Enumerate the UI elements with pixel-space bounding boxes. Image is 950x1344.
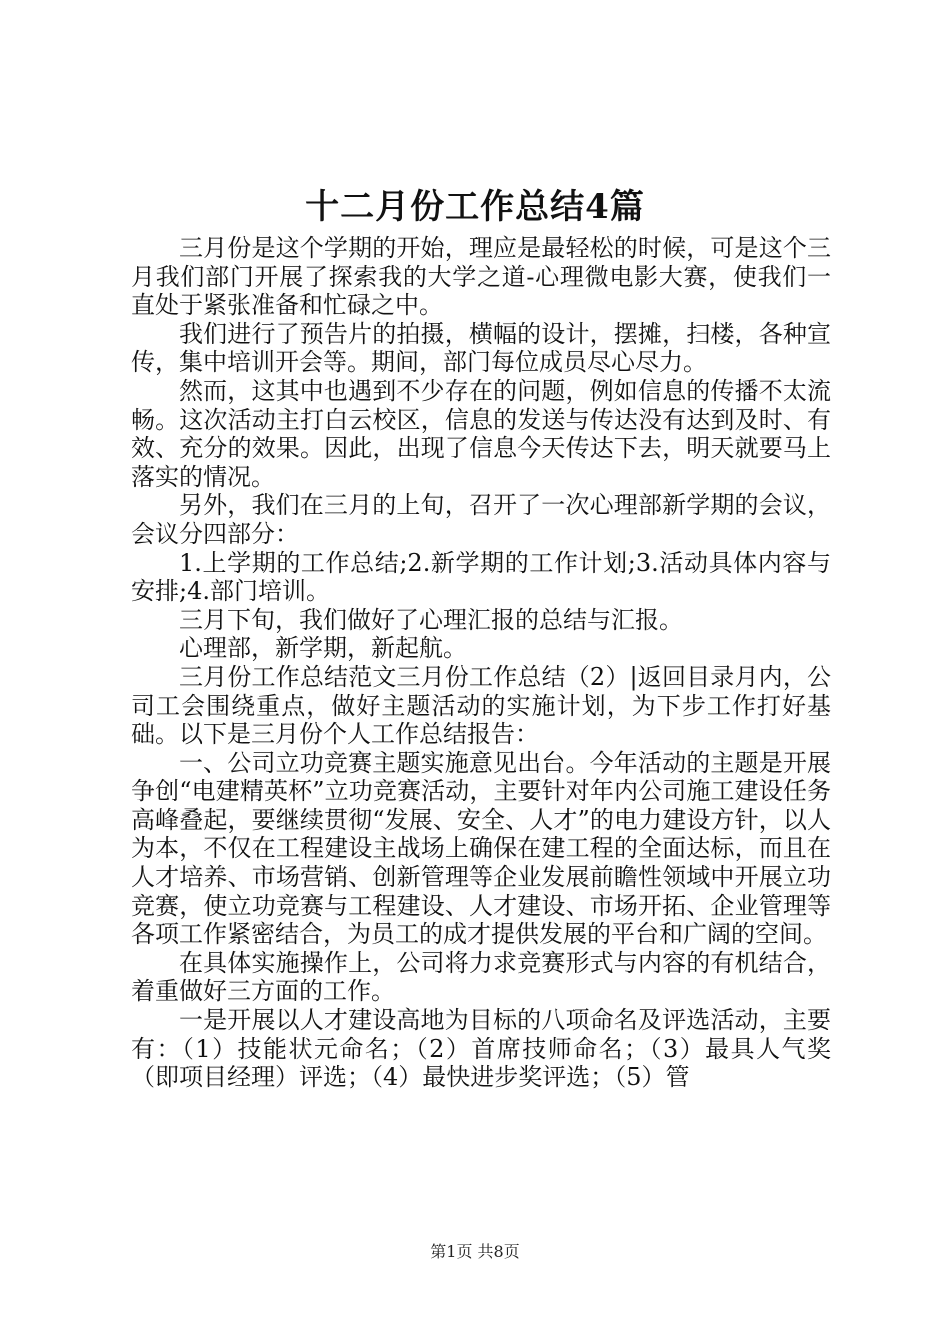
paragraph: 1.上学期的工作总结;2.新学期的工作计划;3.活动具体内容与安排;4.部门培训。: [131, 548, 831, 606]
paragraph: 我们进行了预告片的拍摄，横幅的设计，摆摊，扫楼，各种宣传，集中培训开会等。期间，部门每位成员尽心尽力。: [131, 319, 831, 377]
paragraph: 一、公司立功竞赛主题实施意见出台。今年活动的主题是开展争创“电建精英杯”立功竞赛活动，主要针对年内公司施工建设任务高峰叠起，要继续贯彻“发展、安全、人才”的电力建设方针，以人为本，不仅在工程建设主战场上确保在建工程的全面达标，而且在人才培养、市场营销、创新管理等企业发展前瞻性领域中开展立功竞赛，使立功竞赛与工程建设、人才建设、市场开拓、企业管理等各项工作紧密结合，为员工的成才提供发展的平台和广阔的空间。: [131, 748, 831, 949]
paragraph: 三月份工作总结范文三月份工作总结（2）|返回目录月内，公司工会围绕重点，做好主题活动的实施计划，为下步工作打好基础。以下是三月份个人工作总结报告：: [131, 662, 831, 749]
paragraph: 一是开展以人才建设高地为目标的八项命名及评选活动，主要有：（1）技能状元命名；（2）首席技师命名；（3）最具人气奖（即项目经理）评选；（4）最快进步奖评选；（5）管: [131, 1006, 831, 1092]
paragraph: 心理部，新学期，新起航。: [179, 634, 467, 663]
paragraph: 然而，这其中也遇到不少存在的问题，例如信息的传播不太流畅。这次活动主打白云校区，信息的发送与传达没有达到及时、有效、充分的效果。因此，出现了信息今天传达下去，明天就要马上落实的情况。: [131, 376, 831, 491]
document-title: 十二月份工作总结4篇: [305, 187, 645, 227]
paragraph: 三月份是这个学期的开始，理应是最轻松的时候，可是这个三月我们部门开展了探索我的大学之道-心理微电影大赛，使我们一直处于紧张准备和忙碌之中。: [131, 234, 831, 320]
page-number: 第1页 共8页: [430, 1242, 520, 1261]
document-body: [131, 234, 831, 1092]
paragraph: 另外，我们在三月的上旬，召开了一次心理部新学期的会议，会议分四部分：: [131, 491, 831, 548]
paragraph: 三月下旬，我们做好了心理汇报的总结与汇报。: [179, 605, 683, 634]
paragraph: 在具体实施操作上，公司将力求竞赛形式与内容的有机结合，着重做好三方面的工作。: [131, 948, 831, 1006]
